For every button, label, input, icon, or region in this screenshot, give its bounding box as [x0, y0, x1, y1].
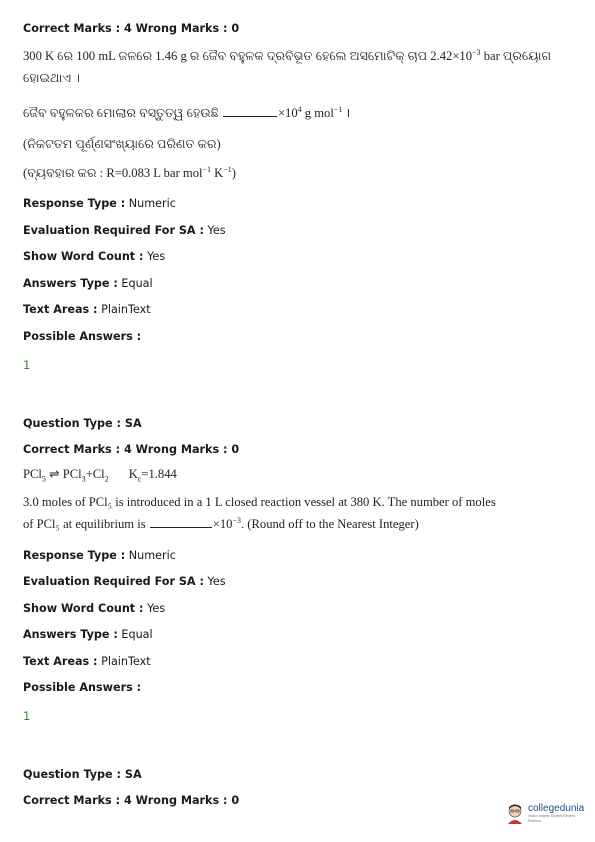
collegedunia-logo [504, 800, 588, 826]
logo-name: collegedunia [528, 802, 585, 814]
q2-possible-answers-label: Possible Answers : [23, 681, 142, 694]
q1-answer-value: 1 [23, 358, 31, 372]
q1-show-word-count: Show Word Count : Yes [23, 250, 166, 263]
q1-text-line5: (ବ୍ୟବହାର କର : R=0.083 L bar mol$^{-1}$ $K^{-1}$) [23, 164, 236, 180]
q1-response-type: Response Type : Numeric [23, 197, 176, 210]
q2-evaluation-required: Evaluation Required For SA : Yes [23, 575, 226, 588]
q2-answer-value: 1 [23, 709, 31, 723]
q1-text-line3: ଜୈବ ବହୁଳକର ମୋଲାର ବସ୍ତୁତ୍ୱ ହେଉଛି $\times 10^4$ g mol$^{-1}$ । [23, 104, 351, 120]
q1-marks: Correct Marks : 4 Wrong Marks : 0 [23, 22, 240, 35]
q1-answers-type: Answers Type : Equal [23, 277, 153, 290]
q1-text-line1: 300 K ରେ 100 mL ଜଳରେ 1.46 g ର ଜୈବ ବହୁଳକ ଦ୍ରବିଭୂତ ହେଲେ ଅସମୋଟିକ୍ ଚାପ $2.42\times 10^{-3}$ bar ପ୍ରୟୋଗ [23, 47, 552, 63]
answer-blank [150, 517, 212, 528]
q2-marks: Correct Marks : 4 Wrong Marks : 0 [23, 443, 240, 456]
q2-show-word-count: Show Word Count : Yes [23, 602, 166, 615]
q2-question-type: Question Type : SA [23, 417, 142, 430]
q2-text-areas: Text Areas : PlainText [23, 655, 151, 668]
q2-text-line3: of PCl₅ at equilibrium is $\times 10^{-3}$. (Round off to the Nearest Integer) [23, 515, 419, 531]
answer-blank [223, 106, 277, 117]
q1-possible-answers-label: Possible Answers : [23, 330, 142, 343]
q2-answers-type: Answers Type : Equal [23, 628, 153, 641]
q2-text-line2: 3.0 moles of PCl₅ is introduced in a 1 L closed reaction vessel at 380 K. The number of moles [23, 495, 496, 509]
q3-question-type: Question Type : SA [23, 768, 142, 781]
q2-equation: PCl$_5$ ⇌ $PCl_3+Cl_2$ $K_c=1.844$ [23, 467, 177, 484]
logo-tagline: India's largest Student Review Platform [528, 813, 575, 823]
q1-text-areas: Text Areas : PlainText [23, 303, 151, 316]
q3-marks: Correct Marks : 4 Wrong Marks : 0 [23, 794, 240, 807]
q1-text-line2: ହୋଇଥାଏ । [23, 71, 80, 85]
q1-evaluation-required: Evaluation Required For SA : Yes [23, 224, 226, 237]
q1-text-line4: (ନିକଟତମ ପୂର୍ଣ୍ଣସଂଖ୍ୟାରେ ପରିଣତ କର) [23, 137, 221, 151]
student-avatar-icon [504, 802, 526, 824]
q2-response-type: Response Type : Numeric [23, 549, 176, 562]
